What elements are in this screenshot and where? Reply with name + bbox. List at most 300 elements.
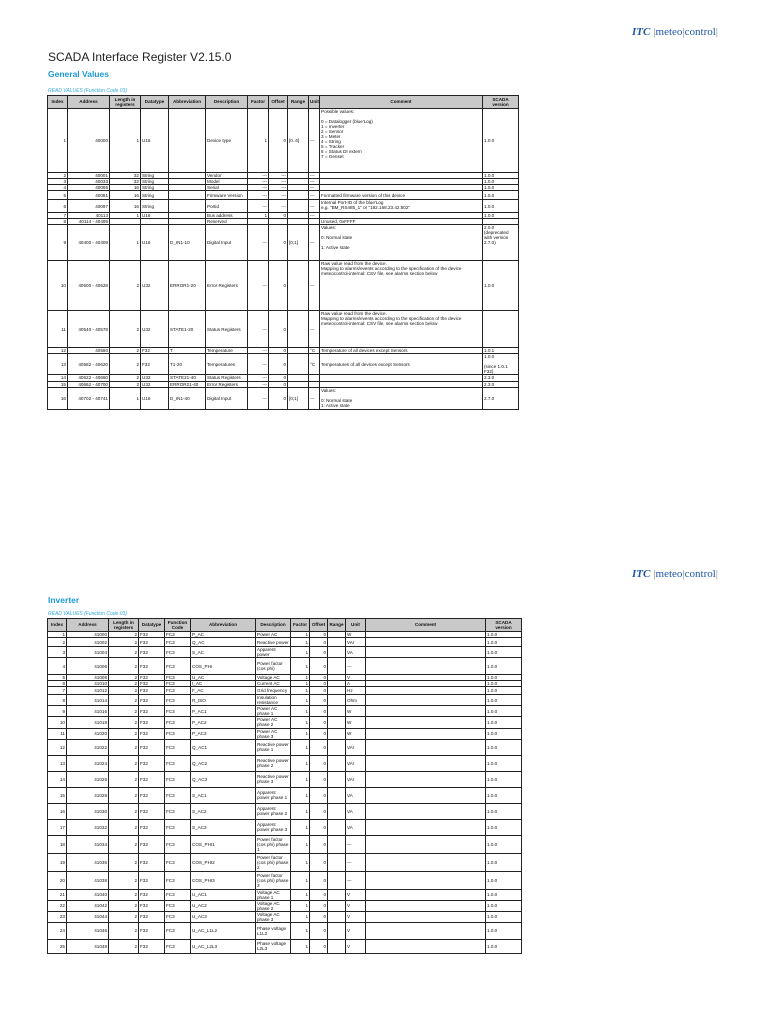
cell-index: 3 [48, 647, 67, 658]
cell-comment: Values: 0: Normal state 1: Active state [320, 225, 483, 261]
cell-description: Power factor (cos phi) phase 2 [256, 853, 291, 871]
cell-length: 2 [109, 638, 139, 647]
cell-index: 9 [48, 706, 67, 717]
cell-description: Power factor (cos phi) phase 1 [256, 835, 291, 853]
cell-offset: 0 [310, 911, 328, 922]
cell-offset: 0 [310, 853, 328, 871]
column-header: Index [48, 619, 67, 632]
cell-datatype: String [141, 179, 169, 185]
cell-factor: --- [248, 387, 269, 409]
table-row [48, 354, 519, 375]
cell-offset: 0 [269, 348, 288, 354]
cell-abbreviation [169, 109, 206, 173]
cell-datatype: F32 [139, 819, 165, 835]
cell-comment [366, 787, 486, 803]
table-row [48, 739, 522, 755]
cell-scada-version: 1.0.0 [486, 687, 522, 695]
cell-datatype: F32 [139, 675, 165, 681]
cell-abbreviation: D_IN1-10 [169, 225, 206, 261]
cell-scada-version: 1.0.0 [486, 739, 522, 755]
table-row [48, 803, 522, 819]
cell-factor: --- [248, 381, 269, 387]
cell-description: Reserved [206, 219, 248, 225]
cell-address: 40702 - 40741 [68, 387, 110, 409]
column-header: Address [68, 96, 110, 109]
cell-factor: --- [248, 354, 269, 375]
table-row [48, 717, 522, 728]
cell-function-code: FC3 [165, 658, 191, 675]
cell-comment: Temperatures of all devices except Sensors [320, 354, 483, 375]
cell-address: 41042 [67, 900, 109, 911]
cell-length: 2 [109, 871, 139, 889]
cell-index: 22 [48, 900, 67, 911]
cell-length: 2 [110, 375, 141, 381]
cell-address: 40065 [68, 185, 110, 191]
cell-datatype: F32 [139, 681, 165, 687]
cell-description: Status Registers [206, 311, 248, 348]
cell-index: 24 [48, 922, 67, 939]
cell-unit: A [346, 681, 366, 687]
cell-length: 2 [109, 835, 139, 853]
cell-comment [366, 658, 486, 675]
cell-index: 9 [48, 225, 68, 261]
cell-address: 40113 [68, 213, 110, 219]
cell-description: Digital Input [206, 387, 248, 409]
cell-offset: 0 [269, 311, 288, 348]
cell-description: Device type [206, 109, 248, 173]
cell-offset: 0 [310, 647, 328, 658]
cell-offset: 0 [310, 706, 328, 717]
table-row [48, 853, 522, 871]
cell-description: Vendor [206, 173, 248, 179]
cell-unit: --- [346, 871, 366, 889]
table-row [48, 728, 522, 739]
column-header: Comment [320, 96, 483, 109]
cell-datatype: F32 [139, 900, 165, 911]
cell-length: 1 [110, 225, 141, 261]
cell-index: 6 [48, 200, 68, 213]
cell-abbreviation [169, 200, 206, 213]
cell-address: 40662 - 40700 [68, 381, 110, 387]
cell-index: 25 [48, 939, 67, 953]
cell-range [288, 191, 309, 200]
cell-unit: W [346, 706, 366, 717]
cell-description: Insulation resistance [256, 695, 291, 706]
cell-index: 5 [48, 675, 67, 681]
cell-description: Model [206, 179, 248, 185]
cell-address: 40580 [68, 348, 110, 354]
table-row [48, 687, 522, 695]
cell-comment [366, 728, 486, 739]
cell-length: 2 [109, 695, 139, 706]
cell-comment [366, 647, 486, 658]
cell-offset: 0 [310, 717, 328, 728]
cell-length: 2 [109, 675, 139, 681]
table-row [48, 787, 522, 803]
cell-range [328, 889, 346, 900]
cell-index: 11 [48, 311, 68, 348]
cell-offset: --- [269, 191, 288, 200]
cell-scada-version: 1.0.0 [486, 695, 522, 706]
cell-description: Apparent power phase 3 [256, 819, 291, 835]
cell-function-code: FC3 [165, 638, 191, 647]
cell-scada-version: 1.0.0 [486, 658, 522, 675]
cell-address: 41024 [67, 755, 109, 771]
cell-scada-version: 2.7.0 [483, 387, 519, 409]
cell-datatype: F32 [139, 853, 165, 871]
column-header: Abbreviation [191, 619, 256, 632]
cell-range [328, 787, 346, 803]
cell-scada-version: 2.3.0 [483, 375, 519, 381]
cell-address: 40033 [68, 179, 110, 185]
cell-factor: 1 [291, 939, 310, 953]
cell-range [328, 706, 346, 717]
column-header: Offset [269, 96, 288, 109]
cell-abbreviation: U_AC1 [191, 889, 256, 900]
cell-range [328, 853, 346, 871]
cell-index: 18 [48, 835, 67, 853]
cell-description: Apparent power [256, 647, 291, 658]
cell-function-code: FC3 [165, 911, 191, 922]
cell-range [288, 354, 309, 375]
cell-description: Error Registers [206, 261, 248, 311]
cell-factor: 1 [291, 632, 310, 638]
cell-description: Current AC [256, 681, 291, 687]
table-row [48, 706, 522, 717]
cell-factor: 1 [291, 658, 310, 675]
cell-length: 32 [110, 173, 141, 179]
cell-unit: --- [309, 213, 320, 219]
cell-range [328, 695, 346, 706]
cell-abbreviation: COS_PHI2 [191, 853, 256, 871]
cell-factor: 1 [291, 900, 310, 911]
cell-range: [0;1] [288, 387, 309, 409]
cell-index: 20 [48, 871, 67, 889]
cell-scada-version: 1.0.0 [483, 200, 519, 213]
cell-index: 2 [48, 173, 68, 179]
cell-index: 14 [48, 771, 67, 787]
table-row [48, 261, 519, 311]
cell-datatype: U32 [141, 311, 169, 348]
cell-datatype: U32 [141, 375, 169, 381]
cell-abbreviation: U_AC [191, 675, 256, 681]
cell-unit: VA [346, 647, 366, 658]
cell-length: 2 [109, 739, 139, 755]
cell-scada-version: 1.0.0 (since 1.0.1 F32) [483, 354, 519, 375]
cell-range [328, 922, 346, 939]
table-row [48, 922, 522, 939]
cell-comment: Values: 0: Normal state 1: Active state [320, 387, 483, 409]
cell-address: 41044 [67, 911, 109, 922]
cell-datatype: U16 [141, 109, 169, 173]
cell-length: 2 [109, 803, 139, 819]
cell-factor: 1 [248, 109, 269, 173]
cell-abbreviation: S_AC1 [191, 787, 256, 803]
cell-abbreviation: P_AC3 [191, 728, 256, 739]
cell-length: 32 [110, 179, 141, 185]
document-title: SCADA Interface Register V2.15.0 [48, 50, 232, 64]
cell-range [328, 803, 346, 819]
cell-description: Digital Input [206, 225, 248, 261]
cell-comment: Raw value read from the device. Mapping to alarms/events according to the specification of the device meteocontrol-internal: CSV file, see alarms section below [320, 261, 483, 311]
cell-comment: Temperature of all devices except Sensors [320, 348, 483, 354]
cell-length: 1 [110, 213, 141, 219]
cell-factor: --- [248, 225, 269, 261]
company-logo: ITC |meteo|control| [631, 26, 718, 38]
cell-offset: 0 [310, 922, 328, 939]
cell-address: 41040 [67, 889, 109, 900]
cell-comment [366, 889, 486, 900]
cell-description: Error Registers [206, 381, 248, 387]
cell-length: 16 [110, 200, 141, 213]
cell-unit: VAr [346, 739, 366, 755]
cell-abbreviation: T [169, 348, 206, 354]
cell-unit: V [346, 911, 366, 922]
cell-abbreviation: D_IN1-40 [169, 387, 206, 409]
cell-length: 2 [109, 658, 139, 675]
cell-datatype: U32 [141, 381, 169, 387]
cell-address: 41020 [67, 728, 109, 739]
table-row [48, 911, 522, 922]
column-header: Datatype [139, 619, 165, 632]
cell-range [328, 717, 346, 728]
cell-length: 2 [109, 900, 139, 911]
cell-scada-version: 1.0.0 [483, 213, 519, 219]
cell-description: Reactive power phase 2 [256, 755, 291, 771]
cell-factor: 1 [291, 819, 310, 835]
cell-datatype: U16 [141, 225, 169, 261]
cell-unit: VA [346, 787, 366, 803]
cell-index: 4 [48, 658, 67, 675]
cell-address: 40540 - 40578 [68, 311, 110, 348]
cell-abbreviation: T1-20 [169, 354, 206, 375]
cell-address: 41012 [67, 687, 109, 695]
cell-scada-version: 1.0.0 [486, 922, 522, 939]
cell-abbreviation: S_AC2 [191, 803, 256, 819]
cell-abbreviation: I_AC [191, 681, 256, 687]
cell-index: 13 [48, 354, 68, 375]
cell-function-code: FC3 [165, 695, 191, 706]
cell-description: Voltage AC [256, 675, 291, 681]
cell-factor: 1 [291, 638, 310, 647]
cell-range [328, 771, 346, 787]
cell-datatype: F32 [139, 717, 165, 728]
cell-unit: --- [309, 261, 320, 311]
column-header: Range [328, 619, 346, 632]
cell-factor: 1 [291, 803, 310, 819]
cell-comment [366, 695, 486, 706]
cell-address: 40081 [68, 191, 110, 200]
table-row [48, 200, 519, 213]
cell-description: Power AC phase 1 [256, 706, 291, 717]
cell-scada-version: 1.0.0 [486, 900, 522, 911]
cell-abbreviation: COS_PHI [191, 658, 256, 675]
cell-index: 15 [48, 787, 67, 803]
cell-range [328, 871, 346, 889]
cell-address: 41004 [67, 647, 109, 658]
cell-description: Reactive power [256, 638, 291, 647]
column-header: Function Code [165, 619, 191, 632]
cell-index: 15 [48, 381, 68, 387]
cell-offset: 0 [269, 387, 288, 409]
cell-function-code: FC3 [165, 647, 191, 658]
cell-address: 41008 [67, 675, 109, 681]
cell-length: 2 [109, 717, 139, 728]
cell-factor: 1 [291, 889, 310, 900]
cell-description: Power AC phase 3 [256, 728, 291, 739]
cell-unit: °C [309, 354, 320, 375]
table-row [48, 191, 519, 200]
cell-comment: Raw value read from the device. Mapping to alarms/events according to the specification of the device meteocontrol-internal: CSV file, see alarms section below [320, 311, 483, 348]
cell-unit: --- [309, 179, 320, 185]
cell-abbreviation: ERROR21-40 [169, 381, 206, 387]
cell-offset: 0 [310, 939, 328, 953]
cell-factor: --- [248, 200, 269, 213]
cell-index: 23 [48, 911, 67, 922]
cell-range [328, 911, 346, 922]
cell-offset: 0 [269, 109, 288, 173]
cell-index: 21 [48, 889, 67, 900]
cell-address: 40400 - 40409 [68, 225, 110, 261]
cell-length: 2 [110, 311, 141, 348]
cell-index: 12 [48, 739, 67, 755]
cell-scada-version: 1.0.0 [486, 853, 522, 871]
cell-scada-version: 2.3.0 [483, 381, 519, 387]
cell-abbreviation: Q_AC [191, 638, 256, 647]
cell-range [328, 658, 346, 675]
cell-factor: 1 [291, 871, 310, 889]
cell-unit: V [346, 675, 366, 681]
cell-range [328, 835, 346, 853]
cell-scada-version: 1.0.0 [486, 835, 522, 853]
cell-factor: 1 [291, 695, 310, 706]
cell-scada-version: 1.0.0 [486, 939, 522, 953]
cell-datatype: F32 [139, 695, 165, 706]
cell-factor: 1 [248, 213, 269, 219]
cell-description: Voltage AC phase 3 [256, 911, 291, 922]
cell-datatype: F32 [139, 803, 165, 819]
cell-unit: --- [346, 658, 366, 675]
cell-address: 40097 [68, 200, 110, 213]
cell-unit: W [346, 632, 366, 638]
cell-length: 2 [110, 381, 141, 387]
cell-address: 40500 - 40528 [68, 261, 110, 311]
cell-address: 41036 [67, 853, 109, 871]
cell-datatype: F32 [139, 787, 165, 803]
cell-scada-version: 1.0.0 [486, 638, 522, 647]
table-row [48, 658, 522, 675]
cell-address: 40114 - 40499 [68, 219, 110, 225]
cell-abbreviation: S_AC3 [191, 819, 256, 835]
cell-function-code: FC3 [165, 739, 191, 755]
cell-factor: 1 [291, 739, 310, 755]
cell-function-code: FC3 [165, 787, 191, 803]
cell-description: Voltage AC phase 1 [256, 889, 291, 900]
cell-scada-version: 1.0.0 [486, 681, 522, 687]
cell-index: 7 [48, 687, 67, 695]
cell-scada-version: 1.0.0 [486, 675, 522, 681]
table-row [48, 755, 522, 771]
cell-address: 41030 [67, 803, 109, 819]
cell-datatype: F32 [139, 687, 165, 695]
cell-datatype: U16 [141, 213, 169, 219]
cell-description: Apparent power phase 2 [256, 803, 291, 819]
column-header: Description [206, 96, 248, 109]
cell-address: 41014 [67, 695, 109, 706]
cell-function-code: FC3 [165, 853, 191, 871]
cell-index: 13 [48, 755, 67, 771]
cell-unit: W [346, 728, 366, 739]
cell-scada-version: 1.0.0 [486, 706, 522, 717]
cell-function-code: FC3 [165, 632, 191, 638]
cell-range [328, 647, 346, 658]
cell-factor: 1 [291, 853, 310, 871]
cell-comment [366, 819, 486, 835]
cell-index: 16 [48, 803, 67, 819]
cell-scada-version: 1.0.0 [486, 755, 522, 771]
cell-offset: 0 [310, 687, 328, 695]
cell-address: 40000 [68, 109, 110, 173]
cell-function-code: FC3 [165, 706, 191, 717]
cell-scada-version: 1.0.0 [483, 191, 519, 200]
column-header: Address [67, 619, 109, 632]
cell-index: 7 [48, 213, 68, 219]
cell-index: 5 [48, 191, 68, 200]
cell-length: 2 [109, 755, 139, 771]
cell-unit: V [346, 900, 366, 911]
cell-factor: 1 [291, 675, 310, 681]
cell-abbreviation: STATE21-40 [169, 375, 206, 381]
cell-address: 40582 - 40620 [68, 354, 110, 375]
cell-index: 14 [48, 375, 68, 381]
cell-datatype: F32 [139, 728, 165, 739]
cell-datatype: F32 [139, 889, 165, 900]
cell-range [328, 739, 346, 755]
cell-offset: 0 [310, 871, 328, 889]
cell-range [328, 755, 346, 771]
cell-function-code: FC3 [165, 889, 191, 900]
cell-abbreviation: F_AC [191, 687, 256, 695]
cell-function-code: FC3 [165, 803, 191, 819]
table-row [48, 695, 522, 706]
cell-unit: --- [309, 185, 320, 191]
cell-factor: 1 [291, 787, 310, 803]
cell-comment [366, 803, 486, 819]
cell-datatype: F32 [139, 658, 165, 675]
cell-abbreviation: COS_PHI1 [191, 835, 256, 853]
cell-description: Status Registers [206, 375, 248, 381]
cell-factor: --- [248, 348, 269, 354]
cell-comment [366, 771, 486, 787]
column-header: Length in registers [109, 619, 139, 632]
cell-datatype: F32 [139, 647, 165, 658]
cell-function-code: FC3 [165, 939, 191, 953]
cell-address: 41016 [67, 706, 109, 717]
cell-index: 4 [48, 185, 68, 191]
cell-function-code: FC3 [165, 728, 191, 739]
cell-address: 41038 [67, 871, 109, 889]
cell-factor: 1 [291, 835, 310, 853]
cell-index: 8 [48, 219, 68, 225]
cell-description: Temperature [206, 348, 248, 354]
cell-scada-version: 1.0.0 [486, 728, 522, 739]
column-header: SCADA version [486, 619, 522, 632]
cell-unit: °C [309, 348, 320, 354]
cell-length: 2 [109, 889, 139, 900]
cell-scada-version: 1.0.0 [483, 173, 519, 179]
cell-datatype: F32 [139, 632, 165, 638]
cell-address: 41048 [67, 939, 109, 953]
